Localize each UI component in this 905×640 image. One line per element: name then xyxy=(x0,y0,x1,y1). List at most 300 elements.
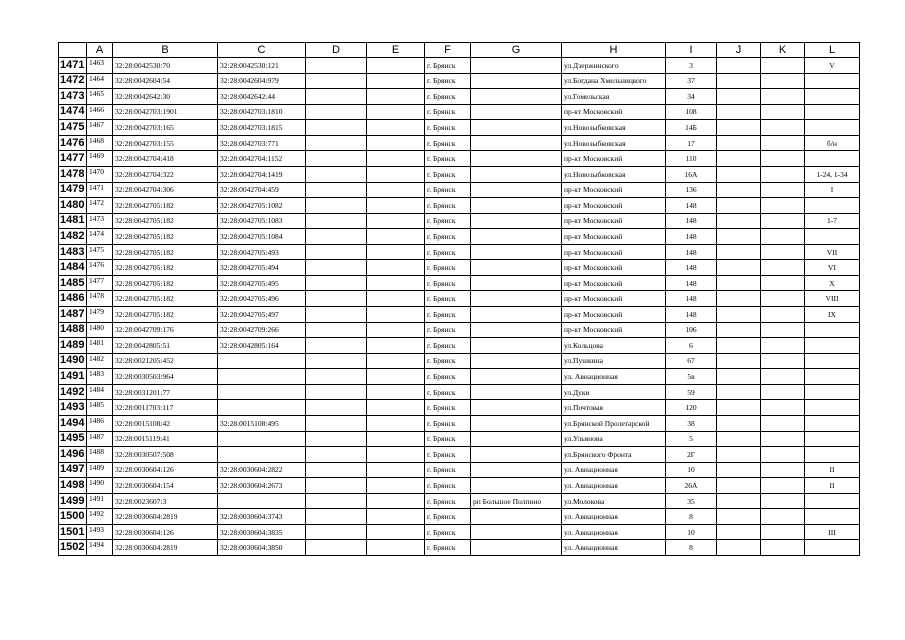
cell-b[interactable]: 32:28:0042703:165 xyxy=(113,120,218,136)
cell-b[interactable]: 32:28:0042704:418 xyxy=(113,151,218,167)
cell-g[interactable] xyxy=(471,524,562,540)
cell-c[interactable]: 32:28:0030604:3850 xyxy=(218,540,306,556)
cell-c[interactable] xyxy=(218,493,306,509)
cell-h[interactable]: ул. Авиационная xyxy=(562,462,666,478)
row-number[interactable]: 1475 xyxy=(59,120,87,136)
cell-b[interactable]: 32:28:0030507:508 xyxy=(113,447,218,463)
cell-i[interactable]: 108 xyxy=(666,104,717,120)
column-header-j[interactable]: J xyxy=(717,43,761,58)
row-number[interactable]: 1495 xyxy=(59,431,87,447)
cell-j[interactable] xyxy=(717,524,761,540)
cell-k[interactable] xyxy=(761,307,805,323)
cell-h[interactable]: пр-кт Московский xyxy=(562,322,666,338)
cell-i[interactable]: 17 xyxy=(666,135,717,151)
cell-c[interactable]: 32:28:0042642:44 xyxy=(218,89,306,105)
cell-h[interactable]: пр-кт Московский xyxy=(562,213,666,229)
cell-a[interactable]: 1486 xyxy=(87,415,113,431)
cell-j[interactable] xyxy=(717,384,761,400)
cell-e[interactable] xyxy=(367,447,425,463)
cell-l[interactable]: б/н xyxy=(805,135,860,151)
cell-g[interactable] xyxy=(471,182,562,198)
cell-e[interactable] xyxy=(367,213,425,229)
cell-k[interactable] xyxy=(761,400,805,416)
cell-h[interactable]: пр-кт Московский xyxy=(562,291,666,307)
cell-l[interactable]: VIII xyxy=(805,291,860,307)
cell-e[interactable] xyxy=(367,462,425,478)
cell-l[interactable] xyxy=(805,353,860,369)
cell-h[interactable]: ул.Новозыбковская xyxy=(562,135,666,151)
cell-e[interactable] xyxy=(367,478,425,494)
cell-e[interactable] xyxy=(367,166,425,182)
cell-f[interactable]: г. Брянск xyxy=(425,275,471,291)
row-number[interactable]: 1476 xyxy=(59,135,87,151)
cell-k[interactable] xyxy=(761,244,805,260)
cell-g[interactable] xyxy=(471,198,562,214)
cell-l[interactable] xyxy=(805,509,860,525)
cell-j[interactable] xyxy=(717,431,761,447)
cell-j[interactable] xyxy=(717,198,761,214)
cell-i[interactable]: 10 xyxy=(666,462,717,478)
cell-f[interactable]: г. Брянск xyxy=(425,307,471,323)
cell-d[interactable] xyxy=(306,166,367,182)
cell-i[interactable]: 8 xyxy=(666,509,717,525)
cell-d[interactable] xyxy=(306,338,367,354)
cell-d[interactable] xyxy=(306,415,367,431)
row-number[interactable]: 1484 xyxy=(59,260,87,276)
cell-e[interactable] xyxy=(367,384,425,400)
cell-f[interactable]: г. Брянск xyxy=(425,431,471,447)
row-number[interactable]: 1482 xyxy=(59,229,87,245)
cell-a[interactable]: 1484 xyxy=(87,384,113,400)
cell-b[interactable]: 32:28:0042703:155 xyxy=(113,135,218,151)
cell-g[interactable] xyxy=(471,135,562,151)
row-number[interactable]: 1490 xyxy=(59,353,87,369)
cell-k[interactable] xyxy=(761,135,805,151)
cell-c[interactable]: 32:28:0042704:1419 xyxy=(218,166,306,182)
cell-d[interactable] xyxy=(306,120,367,136)
cell-c[interactable] xyxy=(218,400,306,416)
column-header-i[interactable]: I xyxy=(666,43,717,58)
cell-d[interactable] xyxy=(306,89,367,105)
column-header-b[interactable]: B xyxy=(113,43,218,58)
column-header-e[interactable]: E xyxy=(367,43,425,58)
cell-e[interactable] xyxy=(367,524,425,540)
cell-h[interactable]: пр-кт Московский xyxy=(562,182,666,198)
row-number[interactable]: 1494 xyxy=(59,415,87,431)
cell-h[interactable]: пр-кт Московский xyxy=(562,151,666,167)
cell-g[interactable] xyxy=(471,151,562,167)
cell-h[interactable]: ул. Авиационная xyxy=(562,540,666,556)
cell-k[interactable] xyxy=(761,384,805,400)
cell-a[interactable]: 1473 xyxy=(87,213,113,229)
cell-f[interactable]: г. Брянск xyxy=(425,540,471,556)
row-number[interactable]: 1479 xyxy=(59,182,87,198)
cell-c[interactable]: 32:28:0042705:1083 xyxy=(218,213,306,229)
cell-d[interactable] xyxy=(306,275,367,291)
row-number[interactable]: 1473 xyxy=(59,89,87,105)
cell-l[interactable] xyxy=(805,493,860,509)
cell-a[interactable]: 1483 xyxy=(87,369,113,385)
cell-j[interactable] xyxy=(717,275,761,291)
cell-l[interactable] xyxy=(805,540,860,556)
cell-i[interactable]: 148 xyxy=(666,275,717,291)
cell-d[interactable] xyxy=(306,353,367,369)
cell-i[interactable]: 37 xyxy=(666,73,717,89)
cell-f[interactable]: г. Брянск xyxy=(425,89,471,105)
cell-e[interactable] xyxy=(367,151,425,167)
cell-k[interactable] xyxy=(761,182,805,198)
cell-e[interactable] xyxy=(367,260,425,276)
cell-d[interactable] xyxy=(306,260,367,276)
cell-j[interactable] xyxy=(717,369,761,385)
cell-h[interactable]: ул.Кольцова xyxy=(562,338,666,354)
cell-d[interactable] xyxy=(306,58,367,74)
cell-l[interactable]: 1-7 xyxy=(805,213,860,229)
column-header-d[interactable]: D xyxy=(306,43,367,58)
cell-b[interactable]: 32:28:0042705:182 xyxy=(113,260,218,276)
column-header-k[interactable]: K xyxy=(761,43,805,58)
cell-e[interactable] xyxy=(367,338,425,354)
cell-d[interactable] xyxy=(306,524,367,540)
cell-h[interactable]: пр-кт Московский xyxy=(562,198,666,214)
cell-d[interactable] xyxy=(306,384,367,400)
cell-j[interactable] xyxy=(717,213,761,229)
cell-l[interactable] xyxy=(805,447,860,463)
cell-d[interactable] xyxy=(306,213,367,229)
row-number[interactable]: 1501 xyxy=(59,524,87,540)
cell-i[interactable]: 148 xyxy=(666,198,717,214)
cell-e[interactable] xyxy=(367,104,425,120)
cell-i[interactable]: 148 xyxy=(666,307,717,323)
cell-h[interactable]: ул.Ульянова xyxy=(562,431,666,447)
row-number[interactable]: 1480 xyxy=(59,198,87,214)
cell-l[interactable]: VII xyxy=(805,244,860,260)
cell-l[interactable]: II xyxy=(805,462,860,478)
cell-i[interactable]: 38 xyxy=(666,415,717,431)
cell-b[interactable]: 32:28:0042705:182 xyxy=(113,198,218,214)
cell-j[interactable] xyxy=(717,338,761,354)
cell-d[interactable] xyxy=(306,135,367,151)
cell-i[interactable]: 59 xyxy=(666,384,717,400)
cell-g[interactable] xyxy=(471,213,562,229)
cell-l[interactable] xyxy=(805,415,860,431)
cell-i[interactable]: 5в xyxy=(666,369,717,385)
cell-g[interactable] xyxy=(471,540,562,556)
cell-b[interactable]: 32:28:0021205:452 xyxy=(113,353,218,369)
cell-i[interactable]: 136 xyxy=(666,182,717,198)
cell-c[interactable]: 32:28:0042703:1815 xyxy=(218,120,306,136)
cell-d[interactable] xyxy=(306,322,367,338)
cell-b[interactable]: 32:28:0042704:322 xyxy=(113,166,218,182)
cell-g[interactable] xyxy=(471,384,562,400)
cell-b[interactable]: 32:28:0031201:77 xyxy=(113,384,218,400)
cell-c[interactable]: 32:28:0030604:2673 xyxy=(218,478,306,494)
cell-c[interactable]: 32:28:0030604:3835 xyxy=(218,524,306,540)
cell-c[interactable]: 32:28:0042705:494 xyxy=(218,260,306,276)
cell-l[interactable]: IX xyxy=(805,307,860,323)
cell-g[interactable] xyxy=(471,244,562,260)
cell-e[interactable] xyxy=(367,353,425,369)
cell-h[interactable]: пр-кт Московский xyxy=(562,275,666,291)
cell-f[interactable]: г. Брянск xyxy=(425,213,471,229)
cell-g[interactable] xyxy=(471,166,562,182)
cell-a[interactable]: 1482 xyxy=(87,353,113,369)
cell-c[interactable] xyxy=(218,369,306,385)
cell-k[interactable] xyxy=(761,213,805,229)
cell-l[interactable] xyxy=(805,151,860,167)
cell-f[interactable]: г. Брянск xyxy=(425,198,471,214)
cell-c[interactable] xyxy=(218,447,306,463)
cell-a[interactable]: 1476 xyxy=(87,260,113,276)
cell-k[interactable] xyxy=(761,524,805,540)
cell-l[interactable] xyxy=(805,384,860,400)
row-number[interactable]: 1485 xyxy=(59,275,87,291)
cell-a[interactable]: 1469 xyxy=(87,151,113,167)
cell-b[interactable]: 32:28:0042705:182 xyxy=(113,213,218,229)
cell-e[interactable] xyxy=(367,431,425,447)
cell-h[interactable]: пр-кт Московский xyxy=(562,229,666,245)
cell-i[interactable]: 6 xyxy=(666,338,717,354)
cell-f[interactable]: г. Брянск xyxy=(425,509,471,525)
cell-d[interactable] xyxy=(306,151,367,167)
cell-f[interactable]: г. Брянск xyxy=(425,322,471,338)
cell-j[interactable] xyxy=(717,89,761,105)
cell-j[interactable] xyxy=(717,322,761,338)
cell-a[interactable]: 1464 xyxy=(87,73,113,89)
cell-k[interactable] xyxy=(761,198,805,214)
cell-c[interactable]: 32:28:0042705:1082 xyxy=(218,198,306,214)
cell-f[interactable]: г. Брянск xyxy=(425,135,471,151)
cell-f[interactable]: г. Брянск xyxy=(425,73,471,89)
row-number[interactable]: 1474 xyxy=(59,104,87,120)
cell-h[interactable]: ул.Новозыбковская xyxy=(562,120,666,136)
cell-e[interactable] xyxy=(367,291,425,307)
cell-b[interactable]: 32:28:0042703:1901 xyxy=(113,104,218,120)
cell-c[interactable]: 32:28:0042805:164 xyxy=(218,338,306,354)
cell-c[interactable]: 32:28:0042704:1152 xyxy=(218,151,306,167)
cell-f[interactable]: г. Брянск xyxy=(425,338,471,354)
cell-d[interactable] xyxy=(306,229,367,245)
cell-g[interactable]: рп Большое Полпино xyxy=(471,493,562,509)
cell-f[interactable]: г. Брянск xyxy=(425,58,471,74)
cell-c[interactable]: 32:28:0042705:1084 xyxy=(218,229,306,245)
cell-j[interactable] xyxy=(717,151,761,167)
cell-d[interactable] xyxy=(306,447,367,463)
cell-l[interactable] xyxy=(805,369,860,385)
cell-d[interactable] xyxy=(306,431,367,447)
column-header-f[interactable]: F xyxy=(425,43,471,58)
cell-f[interactable]: г. Брянск xyxy=(425,462,471,478)
cell-a[interactable]: 1492 xyxy=(87,509,113,525)
cell-g[interactable] xyxy=(471,415,562,431)
cell-l[interactable]: VI xyxy=(805,260,860,276)
row-number[interactable]: 1500 xyxy=(59,509,87,525)
cell-h[interactable]: ул. Авиационная xyxy=(562,369,666,385)
cell-k[interactable] xyxy=(761,415,805,431)
cell-l[interactable] xyxy=(805,400,860,416)
row-number[interactable]: 1493 xyxy=(59,400,87,416)
cell-c[interactable] xyxy=(218,353,306,369)
row-number[interactable]: 1489 xyxy=(59,338,87,354)
cell-f[interactable]: г. Брянск xyxy=(425,353,471,369)
cell-j[interactable] xyxy=(717,73,761,89)
cell-g[interactable] xyxy=(471,353,562,369)
cell-i[interactable]: 148 xyxy=(666,244,717,260)
cell-h[interactable]: ул.Дуки xyxy=(562,384,666,400)
cell-e[interactable] xyxy=(367,229,425,245)
cell-k[interactable] xyxy=(761,493,805,509)
cell-a[interactable]: 1466 xyxy=(87,104,113,120)
cell-i[interactable]: 10 xyxy=(666,524,717,540)
cell-i[interactable]: 14Б xyxy=(666,120,717,136)
cell-g[interactable] xyxy=(471,104,562,120)
cell-j[interactable] xyxy=(717,166,761,182)
cell-e[interactable] xyxy=(367,400,425,416)
cell-l[interactable] xyxy=(805,229,860,245)
cell-h[interactable]: ул. Авиационная xyxy=(562,524,666,540)
cell-i[interactable]: 5 xyxy=(666,431,717,447)
cell-k[interactable] xyxy=(761,353,805,369)
cell-a[interactable]: 1463 xyxy=(87,58,113,74)
cell-f[interactable]: г. Брянск xyxy=(425,400,471,416)
cell-a[interactable]: 1468 xyxy=(87,135,113,151)
row-number[interactable]: 1486 xyxy=(59,291,87,307)
cell-b[interactable]: 32:28:0015119:41 xyxy=(113,431,218,447)
cell-i[interactable]: 16А xyxy=(666,166,717,182)
cell-l[interactable]: 1-24, 1-34 xyxy=(805,166,860,182)
cell-b[interactable]: 32:28:0042530:70 xyxy=(113,58,218,74)
cell-c[interactable]: 32:28:0042704:459 xyxy=(218,182,306,198)
cell-b[interactable]: 32:28:0030503:964 xyxy=(113,369,218,385)
cell-d[interactable] xyxy=(306,307,367,323)
cell-l[interactable] xyxy=(805,89,860,105)
cell-k[interactable] xyxy=(761,89,805,105)
cell-l[interactable] xyxy=(805,120,860,136)
cell-d[interactable] xyxy=(306,104,367,120)
cell-k[interactable] xyxy=(761,509,805,525)
cell-k[interactable] xyxy=(761,275,805,291)
cell-d[interactable] xyxy=(306,478,367,494)
cell-d[interactable] xyxy=(306,291,367,307)
cell-d[interactable] xyxy=(306,198,367,214)
row-number[interactable]: 1483 xyxy=(59,244,87,260)
cell-f[interactable]: г. Брянск xyxy=(425,260,471,276)
cell-f[interactable]: г. Брянск xyxy=(425,291,471,307)
cell-d[interactable] xyxy=(306,493,367,509)
column-header-h[interactable]: H xyxy=(562,43,666,58)
row-number[interactable]: 1477 xyxy=(59,151,87,167)
cell-i[interactable]: 148 xyxy=(666,213,717,229)
cell-c[interactable] xyxy=(218,384,306,400)
cell-k[interactable] xyxy=(761,104,805,120)
row-number[interactable]: 1496 xyxy=(59,447,87,463)
row-number[interactable]: 1488 xyxy=(59,322,87,338)
cell-a[interactable]: 1490 xyxy=(87,478,113,494)
cell-a[interactable]: 1479 xyxy=(87,307,113,323)
cell-k[interactable] xyxy=(761,120,805,136)
cell-g[interactable] xyxy=(471,509,562,525)
cell-c[interactable] xyxy=(218,431,306,447)
cell-k[interactable] xyxy=(761,58,805,74)
cell-j[interactable] xyxy=(717,462,761,478)
cell-c[interactable]: 32:28:0042604:979 xyxy=(218,73,306,89)
cell-d[interactable] xyxy=(306,462,367,478)
cell-b[interactable]: 32:28:0042705:182 xyxy=(113,229,218,245)
cell-h[interactable]: ул.Дзержинского xyxy=(562,58,666,74)
cell-j[interactable] xyxy=(717,400,761,416)
cell-i[interactable]: 148 xyxy=(666,229,717,245)
cell-g[interactable] xyxy=(471,400,562,416)
cell-k[interactable] xyxy=(761,322,805,338)
cell-b[interactable]: 32:28:0023607:3 xyxy=(113,493,218,509)
cell-d[interactable] xyxy=(306,540,367,556)
cell-h[interactable]: ул.Брянского Фронта xyxy=(562,447,666,463)
cell-f[interactable]: г. Брянск xyxy=(425,493,471,509)
cell-g[interactable] xyxy=(471,89,562,105)
cell-g[interactable] xyxy=(471,73,562,89)
cell-i[interactable]: 8 xyxy=(666,540,717,556)
cell-j[interactable] xyxy=(717,229,761,245)
cell-b[interactable]: 32:28:0015108:42 xyxy=(113,415,218,431)
cell-e[interactable] xyxy=(367,135,425,151)
cell-c[interactable]: 32:28:0030604:2822 xyxy=(218,462,306,478)
cell-g[interactable] xyxy=(471,478,562,494)
cell-d[interactable] xyxy=(306,400,367,416)
cell-j[interactable] xyxy=(717,58,761,74)
cell-a[interactable]: 1477 xyxy=(87,275,113,291)
cell-k[interactable] xyxy=(761,291,805,307)
cell-g[interactable] xyxy=(471,369,562,385)
cell-c[interactable]: 32:28:0042703:1810 xyxy=(218,104,306,120)
cell-c[interactable]: 32:28:0042705:495 xyxy=(218,275,306,291)
cell-f[interactable]: г. Брянск xyxy=(425,524,471,540)
cell-a[interactable]: 1481 xyxy=(87,338,113,354)
cell-l[interactable]: I xyxy=(805,182,860,198)
cell-f[interactable]: г. Брянск xyxy=(425,244,471,260)
cell-g[interactable] xyxy=(471,120,562,136)
row-number[interactable]: 1491 xyxy=(59,369,87,385)
cell-b[interactable]: 32:28:0042705:182 xyxy=(113,291,218,307)
cell-h[interactable]: ул. Авиационная xyxy=(562,509,666,525)
cell-f[interactable]: г. Брянск xyxy=(425,182,471,198)
cell-g[interactable] xyxy=(471,307,562,323)
cell-b[interactable]: 32:28:0042705:182 xyxy=(113,275,218,291)
cell-a[interactable]: 1474 xyxy=(87,229,113,245)
row-number[interactable]: 1471 xyxy=(59,58,87,74)
cell-i[interactable]: 35 xyxy=(666,493,717,509)
cell-k[interactable] xyxy=(761,462,805,478)
cell-g[interactable] xyxy=(471,462,562,478)
cell-a[interactable]: 1467 xyxy=(87,120,113,136)
cell-h[interactable]: ул.Пушкина xyxy=(562,353,666,369)
cell-b[interactable]: 32:28:0030604:2819 xyxy=(113,509,218,525)
cell-k[interactable] xyxy=(761,338,805,354)
cell-f[interactable]: г. Брянск xyxy=(425,384,471,400)
cell-j[interactable] xyxy=(717,307,761,323)
cell-j[interactable] xyxy=(717,120,761,136)
cell-f[interactable]: г. Брянск xyxy=(425,120,471,136)
cell-b[interactable]: 32:28:0042705:182 xyxy=(113,244,218,260)
row-number[interactable]: 1502 xyxy=(59,540,87,556)
cell-b[interactable]: 32:28:0042709:176 xyxy=(113,322,218,338)
cell-f[interactable]: г. Брянск xyxy=(425,166,471,182)
cell-a[interactable]: 1472 xyxy=(87,198,113,214)
cell-k[interactable] xyxy=(761,478,805,494)
cell-k[interactable] xyxy=(761,151,805,167)
cell-c[interactable]: 32:28:0030604:3743 xyxy=(218,509,306,525)
cell-b[interactable]: 32:28:0030604:2819 xyxy=(113,540,218,556)
cell-e[interactable] xyxy=(367,244,425,260)
